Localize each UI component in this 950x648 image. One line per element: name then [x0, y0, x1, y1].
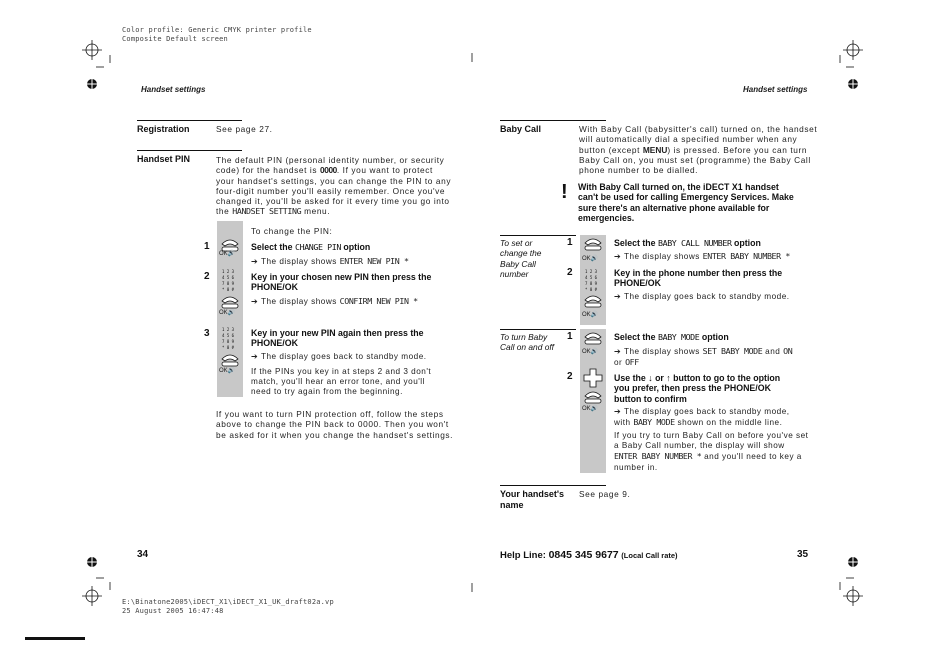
- warning-icon: !: [561, 181, 568, 203]
- turn-step-2-text: Use the ↓ or ↑ button to go to the option you prefer, then press the PHONE/OK button to confirm: [614, 373, 781, 404]
- color-profile-line: Color profile: Generic CMYK printer profile: [122, 26, 312, 34]
- handset-name-text: See page 9.: [579, 489, 631, 499]
- handset-name-label: Your handset's name: [500, 489, 564, 510]
- step-3-note: If the PINs you key in at steps 2 and 3 don't match, you'll hear an error tone, and you'll need to try again from the beginning.: [251, 367, 432, 397]
- ok-label: OK🔊: [219, 368, 236, 374]
- turn-step-1-text: Select the BABY MODE option: [614, 332, 729, 342]
- setup-step-2-text: Key in the phone number then press the PHONE/OK: [614, 268, 783, 289]
- baby-call-intro: With Baby Call (babysitter's call) turned on, the handset will automatically dial a specified number when any button (except MENU) is pressed. Before you can turn Baby Call on, you must set (programme) the Baby Call phone number to be dialled.: [579, 124, 818, 176]
- setup-step-2-result: ➔ The display goes back to standby mode.: [614, 292, 790, 301]
- turn-label: To turn Baby Call on and off: [500, 332, 555, 353]
- ok-label: OK🔊: [582, 406, 599, 412]
- setup-step-1-text: Select the BABY CALL NUMBER option: [614, 238, 761, 248]
- setup-step-1-result: ➔ The display shows ENTER BABY NUMBER *: [614, 251, 790, 261]
- svg-text:1 2 3: 1 2 3: [222, 327, 235, 332]
- step-2-number: 2: [204, 271, 210, 282]
- baby-call-label: Baby Call: [500, 124, 542, 134]
- ok-label: OK🔊: [219, 310, 236, 316]
- svg-text:7 8 9: 7 8 9: [222, 339, 235, 344]
- help-line: Help Line: 0845 345 9677 (Local Call rate): [500, 549, 678, 561]
- svg-text:* 0 #: * 0 #: [222, 345, 235, 350]
- turn-step-1-result: ➔ The display shows SET BABY MODE and ON or OFF: [614, 346, 793, 368]
- registration-text: See page 27.: [216, 124, 273, 134]
- svg-text:4 5 6: 4 5 6: [222, 275, 235, 280]
- step-3-number: 3: [204, 328, 210, 339]
- svg-text:4 5 6: 4 5 6: [585, 275, 598, 280]
- step-1-result: ➔ The display shows ENTER NEW PIN *: [251, 256, 409, 266]
- ok-label: OK🔊: [219, 251, 236, 257]
- file-path: E:\Binatone2005\iDECT_X1\iDECT_X1_UK_draft02a.vp: [122, 598, 334, 606]
- ok-label: OK🔊: [582, 349, 599, 355]
- step-2-text: Key in your chosen new PIN then press the PHONE/OK: [251, 272, 432, 293]
- step-1-text: Select the CHANGE PIN option: [251, 242, 371, 252]
- navigation-cross-icon: [583, 368, 603, 388]
- phone-ok-icon: [582, 233, 604, 257]
- svg-text:* 0 #: * 0 #: [222, 287, 235, 292]
- setup-label: To set or change the Baby Call number: [500, 238, 542, 279]
- composite-line: Composite Default screen: [122, 35, 228, 43]
- left-page-number: 34: [137, 549, 149, 560]
- turn-rule: [500, 329, 576, 330]
- registration-rule: [137, 120, 242, 121]
- warning-text: With Baby Call turned on, the iDECT X1 handset can't be used for calling Emergency Services. Make sure there's an alternative phone available for emergencies.: [578, 182, 794, 223]
- ok-label: OK🔊: [582, 256, 599, 262]
- step-3-result: ➔ The display goes back to standby mode.: [251, 352, 427, 361]
- turn-step-2-note: If you try to turn Baby Call on before you've set a Baby Call number, the display will show ENTER BABY NUMBER * and you'll need to key a number in.: [614, 431, 809, 472]
- svg-text:1 2 3: 1 2 3: [585, 269, 598, 274]
- ok-label: OK🔊: [582, 312, 599, 318]
- setup-rule: [500, 235, 576, 236]
- name-rule: [500, 485, 606, 486]
- right-running-header: Handset settings: [743, 85, 808, 94]
- turn-step-1-number: 1: [567, 331, 573, 342]
- right-page-number: 35: [797, 549, 809, 560]
- registration-label: Registration: [137, 124, 190, 134]
- step-1-number: 1: [204, 241, 210, 252]
- left-running-header: Handset settings: [141, 85, 206, 94]
- svg-text:4 5 6: 4 5 6: [222, 333, 235, 338]
- turn-step-2-result: ➔ The display goes back to standby mode, with BABY MODE shown on the middle line.: [614, 407, 790, 428]
- setup-step-2-number: 2: [567, 267, 573, 278]
- svg-text:* 0 #: * 0 #: [585, 287, 598, 292]
- svg-text:7 8 9: 7 8 9: [222, 281, 235, 286]
- pin-label: Handset PIN: [137, 154, 191, 164]
- step-2-result: ➔ The display shows CONFIRM NEW PIN *: [251, 296, 418, 306]
- change-pin-intro: To change the PIN:: [251, 226, 333, 236]
- svg-text:7 8 9: 7 8 9: [585, 281, 598, 286]
- file-date: 25 August 2005 16:47:48: [122, 607, 224, 615]
- step-3-text: Key in your new PIN again then press the PHONE/OK: [251, 328, 424, 349]
- setup-step-1-number: 1: [567, 237, 573, 248]
- baby-call-rule: [500, 120, 606, 121]
- pin-outro: If you want to turn PIN protection off, follow the steps above to change the PIN back to 0000. Then you won't be asked for it when you change the handset's settings.: [216, 409, 454, 440]
- pin-intro: The default PIN (personal identity number, or security code) for the handset is 0000. If you want to protect your handset's settings, you can change the PIN to any four-digit number you'll easily remember. Once you've changed it, you'll be asked for it every time you go into the HANDSET SETTING menu.: [216, 155, 452, 217]
- pin-rule: [137, 150, 242, 151]
- turn-step-2-number: 2: [567, 371, 573, 382]
- svg-text:1 2 3: 1 2 3: [222, 269, 235, 274]
